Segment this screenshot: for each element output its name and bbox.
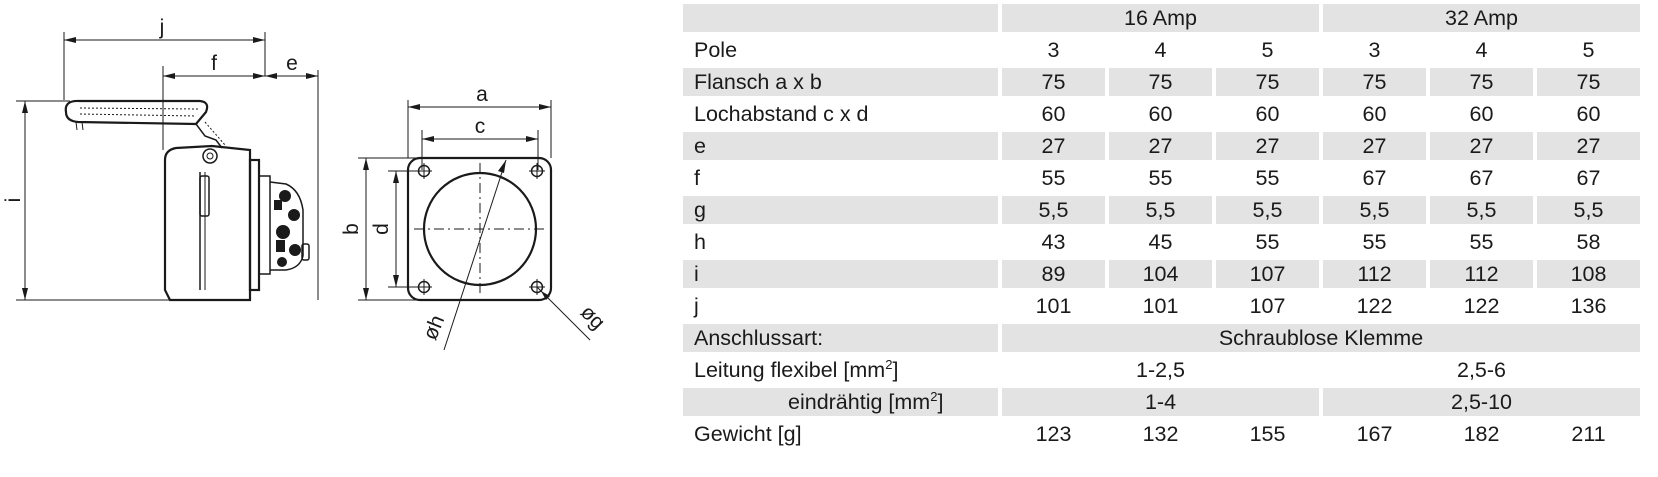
cell: 67 (1323, 164, 1430, 196)
front-view (340, 83, 609, 350)
cell: 60 (1537, 100, 1640, 132)
side-view (2, 16, 318, 300)
row-label: Leitung flexibel $[mm^2]$ (683, 356, 1002, 388)
cell: 5 (1537, 36, 1640, 68)
cell: Schraublose Klemme (1002, 324, 1640, 356)
row-label: Anschlussart: (683, 324, 1002, 356)
cell: 75 (1109, 68, 1216, 100)
cell: 55 (1002, 164, 1109, 196)
table-row (683, 164, 1640, 196)
table-row (683, 292, 1640, 324)
dim-label-d: d (370, 223, 393, 235)
cell: 75 (1216, 68, 1323, 100)
terminal-block (270, 182, 309, 270)
row-label: Flansch a x b (683, 68, 1002, 100)
cell: 27 (1002, 132, 1109, 164)
table-row (683, 132, 1640, 164)
cell: 4 (1109, 36, 1216, 68)
cell: 55 (1430, 228, 1537, 260)
cell: 27 (1537, 132, 1640, 164)
table-row (683, 228, 1640, 260)
cell: 60 (1109, 100, 1216, 132)
cell: 5,5 (1323, 196, 1430, 228)
cell: 107 (1216, 292, 1323, 324)
cell: 60 (1430, 100, 1537, 132)
cell: 60 (1323, 100, 1430, 132)
cell: 155 (1216, 420, 1323, 452)
cell: 136 (1537, 292, 1640, 324)
cell: 27 (1216, 132, 1323, 164)
cell: 60 (1002, 100, 1109, 132)
row-label: h (683, 228, 1002, 260)
row-label: Pole (683, 36, 1002, 68)
cell: 4 (1430, 36, 1537, 68)
row-label: eindrähtig $[mm^2]$ (683, 388, 1002, 420)
group-header-32a: 32 Amp (1323, 4, 1640, 36)
dim-label-j: j (159, 16, 165, 39)
dim-label-a: a (476, 83, 488, 106)
cell: 67 (1537, 164, 1640, 196)
cell: 101 (1109, 292, 1216, 324)
cell: 5,5 (1537, 196, 1640, 228)
cell: 45 (1109, 228, 1216, 260)
cell: 182 (1430, 420, 1537, 452)
technical-drawing (0, 0, 650, 477)
cell: 89 (1002, 260, 1109, 292)
table-row-eindraehtig (683, 388, 1640, 420)
table-row-leitung-flexibel (683, 356, 1640, 388)
cell: 67 (1430, 164, 1537, 196)
cell: 2,5-10 (1323, 388, 1640, 420)
table-row (683, 36, 1640, 68)
cell: 5,5 (1109, 196, 1216, 228)
dim-label-b: b (340, 223, 363, 235)
table-header-row (683, 4, 1640, 36)
cell: 122 (1323, 292, 1430, 324)
cell: 101 (1002, 292, 1109, 324)
cell: 27 (1323, 132, 1430, 164)
row-label: g (683, 196, 1002, 228)
cell: 75 (1537, 68, 1640, 100)
dim-label-g: øg (575, 300, 610, 335)
cell: 2,5-6 (1323, 356, 1640, 388)
group-header-16a: 16 Amp (1002, 4, 1323, 36)
cell: 3 (1002, 36, 1109, 68)
cell: 1-2,5 (1002, 356, 1323, 388)
row-label: f (683, 164, 1002, 196)
cell: 122 (1430, 292, 1537, 324)
cell: 108 (1537, 260, 1640, 292)
cell: 5,5 (1430, 196, 1537, 228)
cell: 104 (1109, 260, 1216, 292)
row-label: i (683, 260, 1002, 292)
cell: 112 (1323, 260, 1430, 292)
dim-label-i: i (2, 197, 25, 203)
table-row-gewicht (683, 420, 1640, 452)
cell: 5,5 (1002, 196, 1109, 228)
cell: 75 (1430, 68, 1537, 100)
spec-table (683, 4, 1640, 452)
dim-label-e: e (286, 52, 298, 75)
row-label: e (683, 132, 1002, 164)
cell: 1-4 (1002, 388, 1323, 420)
cell: 167 (1323, 420, 1430, 452)
table-row (683, 100, 1640, 132)
cell: 58 (1537, 228, 1640, 260)
cell: 5,5 (1216, 196, 1323, 228)
cell: 3 (1323, 36, 1430, 68)
cell: 27 (1430, 132, 1537, 164)
cell: 55 (1216, 164, 1323, 196)
dim-label-c: c (474, 115, 486, 138)
cell: 55 (1323, 228, 1430, 260)
dim-label-f: f (211, 52, 217, 75)
cell: 43 (1002, 228, 1109, 260)
row-label: Lochabstand c x d (683, 100, 1002, 132)
table-row-anschlussart (683, 324, 1640, 356)
table-row (683, 260, 1640, 292)
cell: 60 (1216, 100, 1323, 132)
cell: 55 (1109, 164, 1216, 196)
cell: 5 (1216, 36, 1323, 68)
table-row (683, 196, 1640, 228)
cell: 55 (1216, 228, 1323, 260)
cell: 27 (1109, 132, 1216, 164)
cell: 75 (1002, 68, 1109, 100)
cell: 112 (1430, 260, 1537, 292)
cell: 107 (1216, 260, 1323, 292)
table-row (683, 68, 1640, 100)
cell: 75 (1323, 68, 1430, 100)
row-label: j (683, 292, 1002, 324)
row-label: Gewicht [g] (683, 420, 1002, 452)
cell: 132 (1109, 420, 1216, 452)
cell: 123 (1002, 420, 1109, 452)
cell: 211 (1537, 420, 1640, 452)
dim-label-h: øh (418, 311, 450, 344)
